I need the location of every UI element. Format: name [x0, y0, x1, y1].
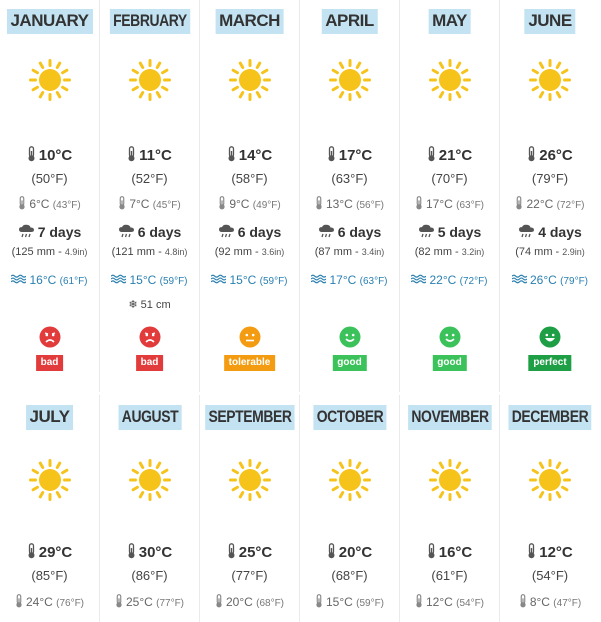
rating-face-icon	[539, 326, 561, 348]
sun-icon	[328, 458, 372, 502]
rain-cloud-icon	[318, 224, 335, 238]
low-temp-fahrenheit: (45°F)	[152, 200, 181, 211]
thermometer-icon	[315, 594, 323, 608]
thermometer-icon	[527, 543, 536, 559]
temp-celsius: 26°C	[539, 147, 573, 164]
low-temp	[500, 594, 600, 609]
low-temp-fahrenheit: (63°F)	[456, 200, 485, 211]
low-temp-fahrenheit: (59°F)	[356, 598, 385, 609]
sea-temp-celsius: 15°C	[129, 273, 157, 287]
low-temp-fahrenheit: (77°F)	[156, 598, 185, 609]
sun-icon	[328, 58, 372, 102]
month-label: MAY	[428, 9, 471, 34]
rating-badge: bad	[36, 355, 64, 371]
thermometer-icon	[315, 196, 323, 210]
sea-temp-fahrenheit: (59°F)	[159, 276, 188, 287]
rain-inches: 3.6in)	[261, 247, 285, 257]
low-temp-celsius: 8°C	[529, 595, 550, 609]
avg-temp	[100, 146, 199, 164]
month-column-november	[400, 395, 500, 622]
rain-cloud-icon	[18, 224, 35, 238]
rain-cloud-icon	[518, 224, 535, 238]
rain-days	[0, 224, 99, 240]
month-column-july	[0, 395, 100, 622]
month-column-january	[0, 0, 100, 392]
sun-icon	[528, 458, 572, 502]
month-column-may	[400, 0, 500, 392]
avg-temp	[300, 543, 399, 561]
avg-temp	[500, 543, 600, 561]
rating-badge: perfect	[528, 355, 571, 371]
month-label: SEPTEMBER	[205, 405, 295, 430]
low-temp-celsius: 22°C	[526, 197, 554, 211]
rain-mm: (87 mm -	[314, 246, 359, 258]
waves-icon	[311, 273, 326, 283]
thermometer-icon	[27, 543, 36, 559]
low-temp	[100, 196, 199, 211]
rain-amount	[300, 246, 399, 258]
low-temp-fahrenheit: (47°F)	[553, 598, 582, 609]
month-column-march	[200, 0, 300, 392]
rain-amount	[0, 246, 99, 258]
month-label: DECEMBER	[508, 405, 591, 430]
low-temp-celsius: 13°C	[325, 197, 353, 211]
temp-fahrenheit: (86°F)	[131, 568, 168, 583]
sun-icon	[528, 58, 572, 102]
rating-face-icon	[239, 326, 261, 348]
rain-inches: 4.9in)	[64, 247, 88, 257]
rain-mm: (82 mm -	[414, 246, 459, 258]
low-temp	[400, 594, 499, 609]
sun-icon	[428, 458, 472, 502]
month-column-september	[200, 395, 300, 622]
waves-icon	[211, 273, 226, 283]
rating-badge: tolerable	[224, 355, 276, 371]
month-label: JANUARY	[6, 9, 92, 34]
thermometer-icon	[18, 196, 26, 210]
temp-fahrenheit: (50°F)	[31, 171, 68, 186]
avg-temp	[0, 543, 99, 561]
low-temp-celsius: 7°C	[129, 197, 150, 211]
low-temp-celsius: 9°C	[229, 197, 250, 211]
snow-depth: ❄ 51 cm	[128, 299, 171, 311]
temp-celsius: 14°C	[238, 147, 273, 164]
low-temp-celsius: 24°C	[25, 595, 53, 609]
waves-icon	[411, 273, 426, 283]
low-temp	[0, 196, 99, 211]
thermometer-icon	[427, 146, 436, 162]
temp-celsius: 21°C	[438, 147, 473, 164]
thermometer-icon	[27, 146, 36, 162]
low-temp	[0, 594, 99, 609]
rain-inches: 2.9in)	[562, 247, 585, 257]
temp-fahrenheit: (58°F)	[231, 171, 268, 186]
month-label: AUGUST	[118, 405, 181, 430]
sea-temp	[300, 273, 399, 287]
waves-icon	[512, 273, 527, 283]
month-label: APRIL	[321, 9, 378, 34]
rain-inches: 4.8in)	[164, 247, 188, 257]
low-temp-celsius: 20°C	[225, 595, 253, 609]
sun-icon	[128, 58, 172, 102]
rain-inches: 3.4in)	[361, 247, 385, 257]
temp-celsius: 11°C	[139, 147, 172, 164]
rain-days-value: 7 days	[37, 224, 82, 240]
month-label: JUNE	[524, 9, 575, 34]
rating-badge: good	[332, 355, 366, 371]
rain-mm: (125 mm -	[11, 246, 62, 258]
month-label: NOVEMBER	[408, 405, 492, 430]
temp-celsius: 10°C	[38, 147, 73, 164]
rating-face-icon	[39, 326, 61, 348]
waves-icon	[11, 273, 26, 283]
temp-fahrenheit: (61°F)	[431, 568, 468, 583]
thermometer-icon	[118, 196, 126, 210]
climate-row-jul-dec	[0, 395, 601, 622]
thermometer-icon	[227, 543, 236, 559]
sea-temp-fahrenheit: (79°F)	[560, 276, 589, 287]
temp-fahrenheit: (79°F)	[531, 171, 569, 186]
rain-days-value: 5 days	[437, 224, 482, 240]
low-temp	[300, 196, 399, 211]
low-temp-celsius: 15°C	[325, 595, 353, 609]
sea-temp-celsius: 22°C	[429, 273, 457, 287]
thermometer-icon	[415, 594, 423, 608]
sea-temp-fahrenheit: (63°F)	[359, 276, 388, 287]
sea-temp	[100, 273, 199, 287]
sea-temp-fahrenheit: (72°F)	[459, 276, 488, 287]
rain-days-value: 6 days	[237, 224, 282, 240]
rain-days	[500, 224, 600, 240]
month-column-august	[100, 395, 200, 622]
temp-celsius: 20°C	[338, 544, 373, 561]
rain-days-value: 4 days	[538, 224, 582, 240]
low-temp-celsius: 25°C	[125, 595, 153, 609]
avg-temp	[500, 146, 600, 164]
avg-temp	[0, 146, 99, 164]
temp-celsius: 30°C	[138, 544, 173, 561]
rain-amount	[200, 246, 299, 258]
thermometer-icon	[115, 594, 123, 608]
temp-fahrenheit: (63°F)	[331, 171, 368, 186]
sea-temp	[0, 273, 99, 287]
rating-face-icon	[339, 326, 361, 348]
low-temp	[200, 594, 299, 609]
sun-icon	[28, 58, 72, 102]
month-label: JULY	[26, 405, 74, 430]
month-column-february	[100, 0, 200, 392]
low-temp-fahrenheit: (76°F)	[56, 598, 85, 609]
thermometer-icon	[127, 543, 136, 559]
rain-amount	[400, 246, 499, 258]
waves-icon	[111, 273, 126, 283]
avg-temp	[300, 146, 399, 164]
rain-days-value: 6 days	[337, 224, 382, 240]
sea-temp	[500, 273, 600, 287]
sea-temp-celsius: 26°C	[529, 273, 557, 287]
month-label: MARCH	[215, 9, 284, 34]
sun-icon	[228, 458, 272, 502]
thermometer-icon	[218, 196, 226, 210]
sea-temp-fahrenheit: (59°F)	[259, 276, 288, 287]
rain-inches: 3.2in)	[461, 247, 485, 257]
temp-fahrenheit: (68°F)	[331, 568, 368, 583]
thermometer-icon	[327, 146, 336, 162]
thermometer-icon	[519, 594, 527, 608]
low-temp-celsius: 12°C	[425, 595, 453, 609]
month-column-october	[300, 395, 400, 622]
sea-temp-celsius: 16°C	[29, 273, 57, 287]
rain-mm: (92 mm -	[214, 246, 259, 258]
low-temp-celsius: 6°C	[29, 197, 50, 211]
low-temp-fahrenheit: (56°F)	[356, 200, 385, 211]
low-temp-fahrenheit: (43°F)	[52, 200, 81, 211]
thermometer-icon	[227, 146, 236, 162]
thermometer-icon	[427, 543, 436, 559]
sun-icon	[28, 458, 72, 502]
avg-temp	[200, 146, 299, 164]
temp-fahrenheit: (52°F)	[131, 171, 168, 186]
sea-temp-celsius: 15°C	[229, 273, 257, 287]
rain-amount	[100, 246, 199, 258]
thermometer-icon	[527, 146, 536, 162]
low-temp-fahrenheit: (68°F)	[256, 598, 285, 609]
temp-celsius: 29°C	[38, 544, 73, 561]
avg-temp	[400, 146, 499, 164]
low-temp	[300, 594, 399, 609]
thermometer-icon	[215, 594, 223, 608]
rain-cloud-icon	[418, 224, 435, 238]
low-temp-celsius: 17°C	[425, 197, 453, 211]
sea-temp	[200, 273, 299, 287]
temp-celsius: 25°C	[238, 544, 273, 561]
rating-badge: bad	[136, 355, 164, 371]
temp-celsius: 16°C	[438, 544, 473, 561]
thermometer-icon	[15, 594, 23, 608]
thermometer-icon	[415, 196, 423, 210]
low-temp-fahrenheit: (72°F)	[556, 200, 585, 211]
low-temp	[100, 594, 199, 609]
sun-icon	[228, 58, 272, 102]
month-label: OCTOBER	[313, 405, 386, 430]
rain-cloud-icon	[218, 224, 235, 238]
rain-days	[100, 224, 199, 240]
low-temp	[500, 196, 600, 211]
rain-days	[200, 224, 299, 240]
thermometer-icon	[515, 196, 523, 210]
sea-temp-celsius: 17°C	[329, 273, 357, 287]
month-label: FEBRUARY	[109, 9, 189, 34]
temp-celsius: 17°C	[338, 147, 373, 164]
low-temp	[400, 196, 499, 211]
rain-days	[300, 224, 399, 240]
rating-face-icon	[439, 326, 461, 348]
thermometer-icon	[127, 146, 136, 162]
sun-icon	[128, 458, 172, 502]
low-temp-fahrenheit: (54°F)	[456, 598, 485, 609]
rain-cloud-icon	[118, 224, 135, 238]
sun-icon	[428, 58, 472, 102]
avg-temp	[400, 543, 499, 561]
avg-temp	[100, 543, 199, 561]
rain-mm: (121 mm -	[111, 246, 162, 258]
rating-badge: good	[432, 355, 466, 371]
month-column-april	[300, 0, 400, 392]
rain-mm: (74 mm -	[515, 246, 560, 258]
sea-temp	[400, 273, 499, 287]
temp-fahrenheit: (77°F)	[231, 568, 268, 583]
month-column-june	[500, 0, 600, 392]
low-temp-fahrenheit: (49°F)	[252, 200, 281, 211]
thermometer-icon	[327, 543, 336, 559]
rain-days-value: 6 days	[137, 224, 182, 240]
rain-days	[400, 224, 499, 240]
rating-face-icon	[139, 326, 161, 348]
temp-fahrenheit: (85°F)	[31, 568, 68, 583]
avg-temp	[200, 543, 299, 561]
temp-fahrenheit: (70°F)	[431, 171, 468, 186]
low-temp	[200, 196, 299, 211]
month-column-december	[500, 395, 600, 622]
temp-fahrenheit: (54°F)	[531, 568, 569, 583]
sea-temp-fahrenheit: (61°F)	[59, 276, 88, 287]
temp-celsius: 12°C	[539, 544, 573, 561]
rain-amount	[500, 246, 600, 258]
